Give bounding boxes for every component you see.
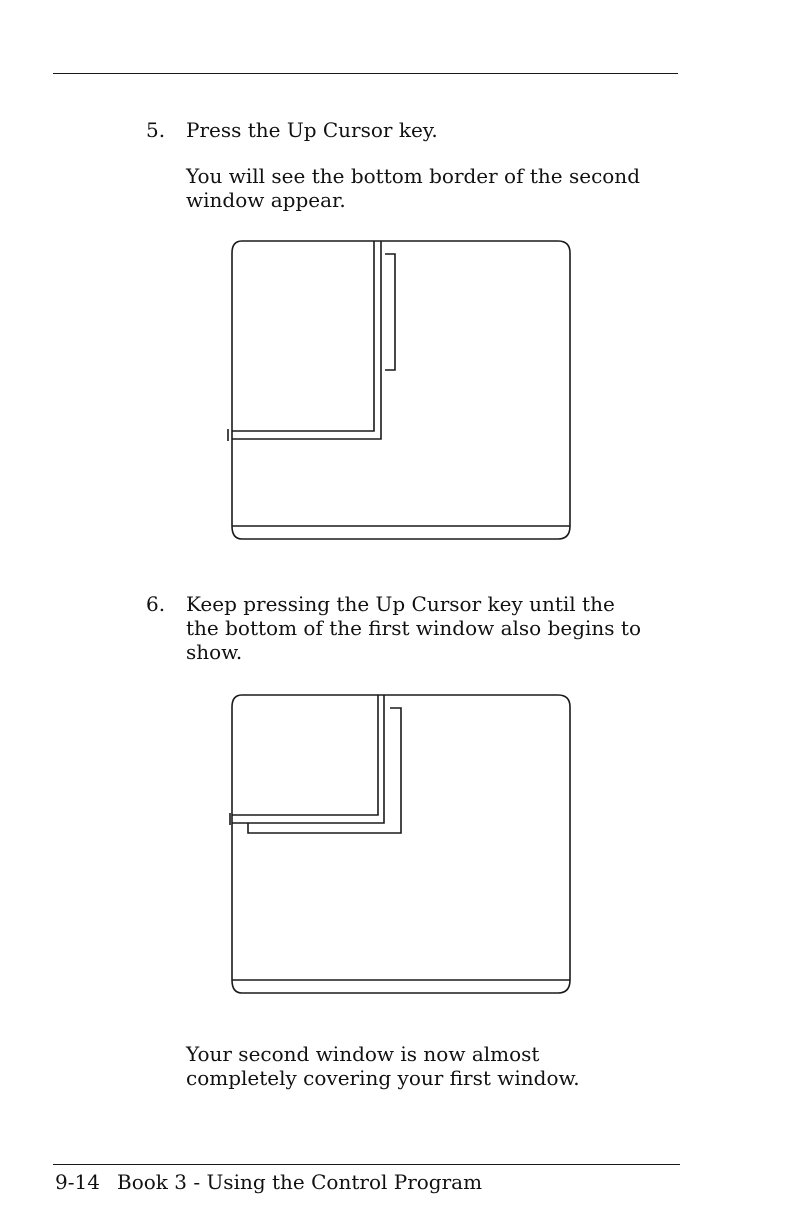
footer-book-title: Book 3 - Using the Control Program	[117, 1170, 483, 1194]
second-window-border-outer	[232, 695, 384, 823]
screen-outline	[232, 241, 570, 539]
header-rule	[53, 73, 678, 74]
step-6-instruction-line-1: Keep pressing the Up Cursor key until the	[186, 592, 615, 616]
page-footer	[55, 1170, 482, 1194]
screen-figure-1	[222, 236, 578, 546]
step-6-number: 6.	[146, 592, 166, 616]
footer-page-number: 9-14	[55, 1170, 100, 1194]
second-window-border-inner	[232, 241, 374, 431]
first-window-bracket	[385, 254, 395, 370]
footer-rule	[53, 1164, 680, 1165]
closing-line-1: Your second window is now almost	[186, 1042, 540, 1066]
screen-figure-2	[222, 690, 578, 1000]
step-5-number: 5.	[146, 118, 166, 142]
step-5-result-line-1: You will see the bottom border of the second	[186, 164, 640, 188]
step-5-result-line-2: window appear.	[186, 188, 346, 212]
step-6-instruction-line-2: the bottom of the first window also begins to	[186, 616, 641, 640]
step-5-instruction: Press the Up Cursor key.	[186, 118, 438, 142]
second-window-border-outer	[232, 241, 381, 439]
closing-line-2: completely covering your first window.	[186, 1066, 580, 1090]
step-6-instruction-line-3: show.	[186, 640, 243, 664]
second-window-border-inner	[232, 695, 378, 815]
